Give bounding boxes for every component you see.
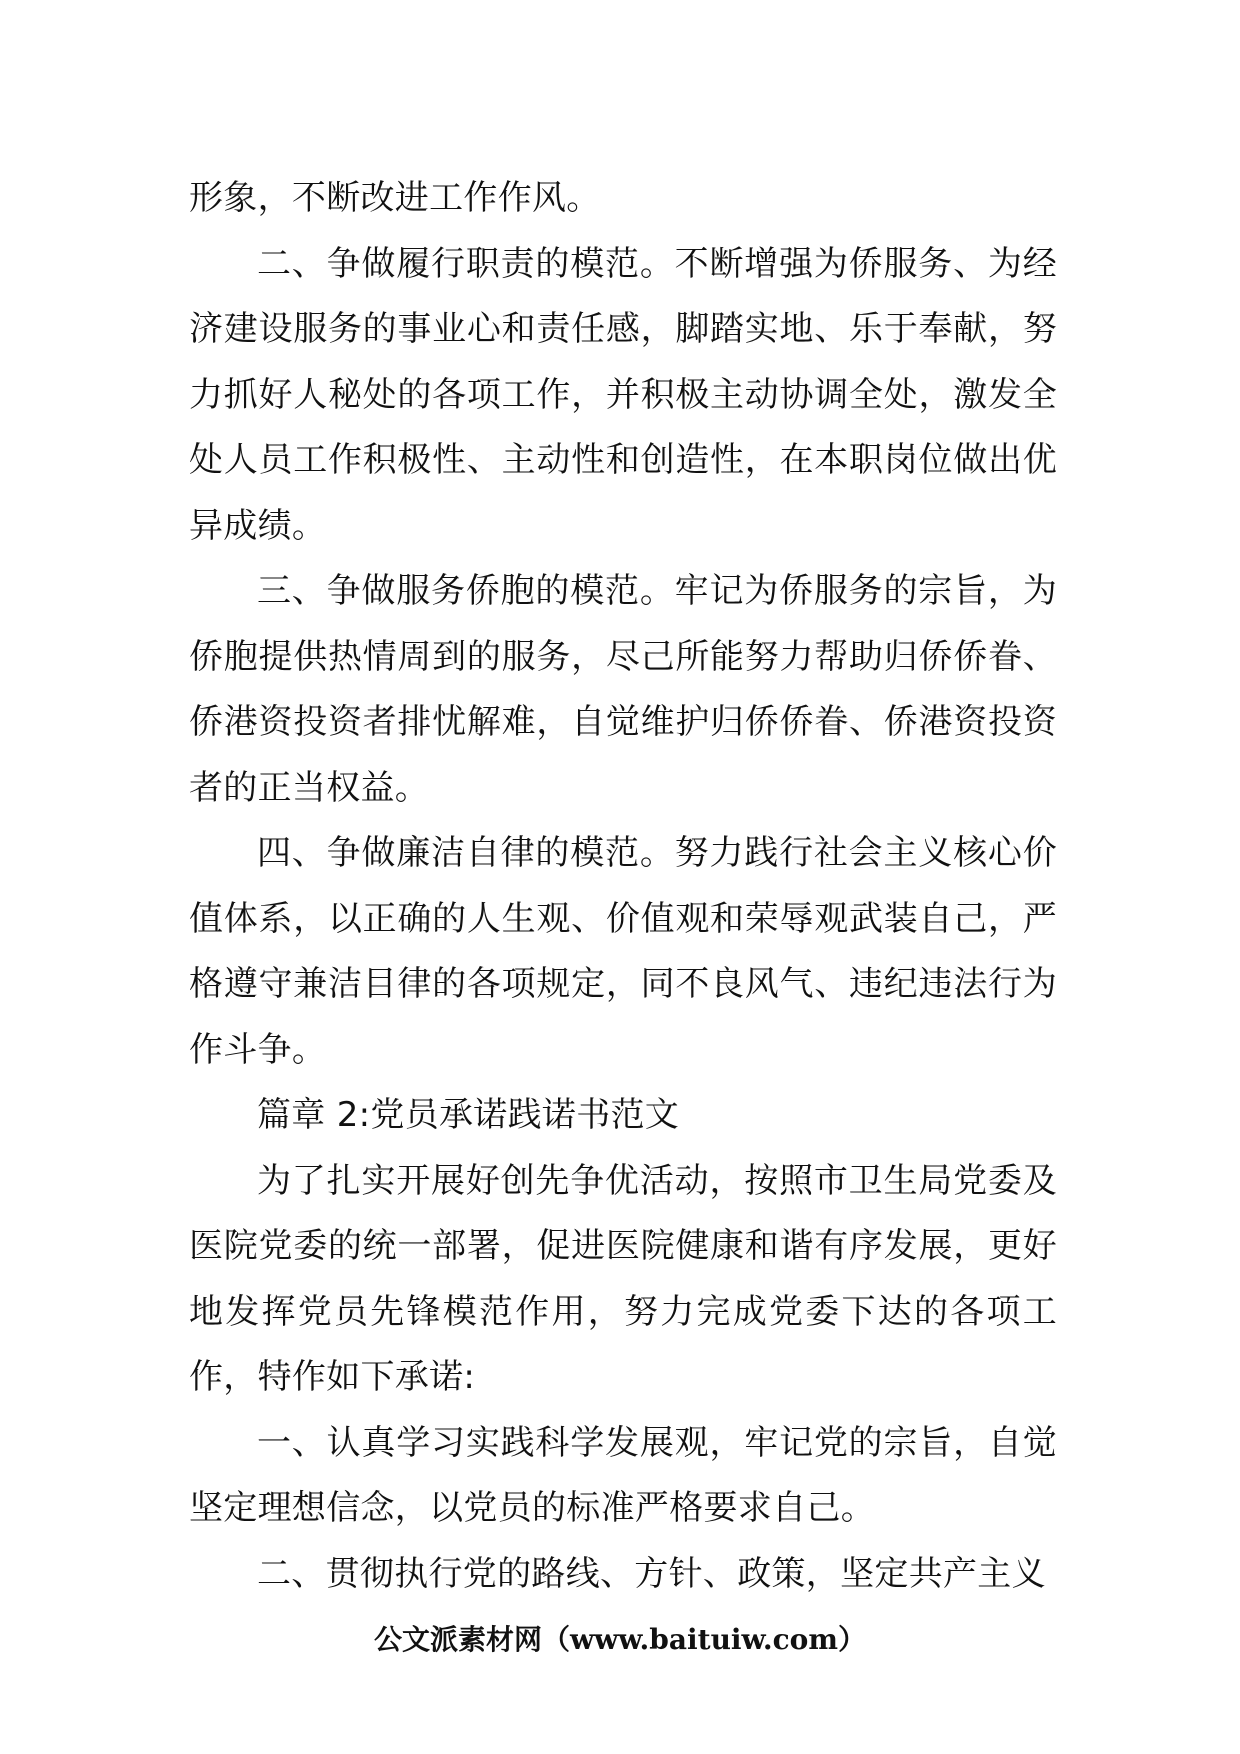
section-heading: 篇章 2:党员承诺践诺书范文 (257, 1095, 680, 1135)
paragraph-intro: 为了扎实开展好创先争优活动，按照市卫生局党委及医院党委的统一部署，促进医院健康和谐有序发展，更好地发挥党员先锋模范作用，努力完成党委下达的各项工作，特作如下承诺: (189, 1160, 1057, 1397)
paragraph-continuation: 形象，不断改进工作作风。 (189, 178, 601, 218)
paragraph-pledge-two: 二、贯彻执行党的路线、方针、政策，坚定共产主义 (257, 1553, 1046, 1594)
paragraph-item-two-duty: 二、争做履行职责的模范。不断增强为侨服务、为经济建设服务的事业心和责任感，脚踏实地、乐于奉献，努力抓好人秘处的各项工作，并积极主动协调全处，激发全处人员工作积极性、主动性和创造性，在本职岗位做出优异成绩。 (189, 243, 1057, 546)
paragraph-pledge-one: 一、认真学习实践科学发展观，牢记党的宗旨，自觉坚定理想信念，以党员的标准严格要求自己。 (189, 1422, 1057, 1528)
paragraph-item-three-service: 三、争做服务侨胞的模范。牢记为侨服务的宗旨，为侨胞提供热情周到的服务，尽己所能努力帮助归侨侨眷、侨港资投资者排忧解难，自觉维护归侨侨眷、侨港资投资者的正当权益。 (189, 571, 1057, 808)
paragraph-item-four-integrity: 四、争做廉洁自律的模范。努力践行社会主义核心价值体系，以正确的人生观、价值观和荣辱观武装自己，严格遵守兼洁目律的各项规定，同不良风气、违纪违法行为作斗争。 (189, 833, 1057, 1070)
footer-watermark: 公文派素材网（www.baituiw.com） (374, 1623, 866, 1656)
document-body (189, 166, 1057, 1607)
